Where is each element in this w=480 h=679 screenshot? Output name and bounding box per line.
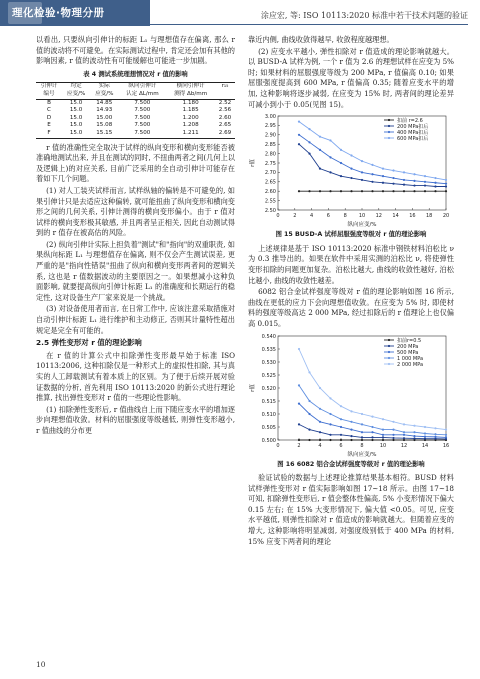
table-cell: 1.180 [182, 99, 199, 106]
data-point [319, 438, 321, 440]
legend-marker [388, 119, 390, 121]
table-header-cell: r₁₅ [215, 83, 235, 91]
data-point [445, 186, 447, 188]
data-point [361, 438, 363, 440]
data-point [329, 438, 331, 440]
data-point [371, 415, 373, 417]
data-point [329, 423, 331, 425]
data-point [403, 190, 405, 192]
legend-marker [388, 356, 390, 358]
y-tick-label: 2.75 [264, 160, 276, 167]
data-point [371, 425, 373, 427]
table-cell: 7.500 [118, 130, 166, 138]
y-tick-label: 0.525 [261, 372, 276, 379]
y-tick-label: 2.55 [264, 198, 276, 205]
legend-marker [388, 137, 390, 139]
data-point [319, 386, 321, 388]
paragraph: (3) 对设备使用者而言, 在日常工作中, 应该注意采取措施对自动引伸计标距 L₁ 进行维护和主动修正, 否则其计量特性超出规定是完全有可能的。 [36, 304, 235, 335]
data-point [445, 428, 447, 430]
data-point [308, 399, 310, 401]
data-point [319, 431, 321, 433]
x-tick-label: 8 [343, 213, 347, 220]
data-point [371, 173, 373, 175]
data-point [413, 424, 415, 426]
data-point [371, 436, 373, 438]
data-point [424, 181, 426, 183]
data-point [340, 438, 342, 440]
data-point [392, 428, 394, 430]
data-point [308, 141, 310, 143]
table-header-row [36, 83, 235, 91]
data-point [445, 179, 447, 181]
data-point [350, 168, 352, 170]
x-tick-label: 16 [409, 213, 416, 220]
data-point [319, 149, 321, 151]
data-point [434, 427, 436, 429]
data-point [319, 420, 321, 422]
table-row [36, 107, 235, 115]
data-point [403, 433, 405, 435]
data-point [445, 190, 447, 192]
data-point [392, 170, 394, 172]
data-point [371, 190, 373, 192]
data-point [361, 160, 363, 162]
x-tick-label: 0 [276, 213, 280, 220]
table-cell: 15.00 [96, 114, 113, 121]
x-tick-label: 14 [421, 442, 429, 449]
legend-marker [388, 338, 390, 340]
data-point [361, 436, 363, 438]
y-tick-label: 0.505 [261, 424, 276, 431]
data-point [350, 438, 352, 440]
data-point [308, 438, 310, 440]
x-tick-label: 20 [442, 213, 450, 220]
data-point [392, 190, 394, 192]
data-point [424, 432, 426, 434]
figure-15-chart [248, 112, 454, 228]
page-header [0, 0, 480, 30]
legend-label: 600 MPa扣后 [397, 135, 429, 142]
table-cell: E [47, 122, 51, 129]
y-tick-label: 2.50 [264, 207, 276, 214]
data-point [319, 407, 321, 409]
x-tick-label: 8 [360, 442, 364, 449]
x-tick-label: 4 [310, 213, 314, 220]
table-row [36, 130, 235, 138]
legend-marker [388, 344, 390, 346]
data-point [308, 153, 310, 155]
data-point [413, 431, 415, 433]
paragraph: (1) 扣除弹性变形后, r 值曲线自上而下随应变水平的增加逐步向理想值收敛。材料的屈服强度等级越低, 则弹性变形越小, r 值曲线的分布更 [36, 404, 235, 435]
data-point [308, 128, 310, 130]
legend-marker [388, 125, 390, 127]
paragraph: 靠近内侧, 曲线收敛得越早, 收敛程度越理想。 [248, 35, 394, 44]
table-cell: 2.69 [215, 130, 235, 138]
table-cell: 1.200 [182, 114, 199, 121]
x-tick-label: 4 [318, 442, 322, 449]
legend-label: 200 MPa扣后 [397, 123, 429, 130]
table-cell: 2.56 [218, 107, 232, 114]
x-axis-label: 纵向应变/% [347, 451, 377, 458]
y-tick-label: 2.70 [264, 170, 276, 177]
journal-banner [0, 0, 150, 26]
data-point [382, 182, 384, 184]
data-point [413, 437, 415, 439]
table-header-cell: 测得 Δb/mm [166, 91, 215, 99]
data-point [350, 428, 352, 430]
data-point [329, 190, 331, 192]
data-point [308, 412, 310, 414]
data-point [434, 177, 436, 179]
data-point [340, 433, 342, 435]
data-point [329, 171, 331, 173]
data-point [382, 418, 384, 420]
figure-16 [248, 332, 454, 458]
table-cell: 15.0 [69, 107, 83, 114]
data-point [392, 183, 394, 185]
data-point [329, 412, 331, 414]
table-cell: 7.500 [134, 99, 151, 106]
data-point [382, 438, 384, 440]
table-cell: 2.60 [218, 114, 232, 121]
data-point [308, 190, 310, 192]
data-point [392, 436, 394, 438]
table-cell: F [36, 130, 62, 138]
data-point [424, 190, 426, 192]
y-tick-label: 2.95 [264, 123, 276, 130]
paragraph: 验证试验的数据与上述理论推算结果基本相符。BUSD 材料试样弹性变形对 r 值实际影响如图 17~18 所示。由图 17~18 可知, 扣除弹性变形后, r 值会整体性偏高, 5% 小变形情况下偏大 0.15 左右; 在 15% 大变形情况下, 偏大值 <0.05。可见, 应变水平越低, 则弹性扣除对 r 值造成的影响就越大。但随着应变的增大, 这种影响将明显减弱, 对强度级别低于 400 MPa 的材料, 15% 应变下两者间的理论 [248, 473, 454, 546]
data-point [361, 179, 363, 181]
data-point [382, 436, 384, 438]
paragraph: 上述规律是基于 ISO 10113:2020 标准中钢铁材料泊松比 ν 为 0.3 推导出的。如果在软件中采用实测的泊松比 ν, 将使弹性变形扣除的问题更加复杂。泊松比越大, 曲线的收敛性越好, 泊松比越小, 曲线的收敛性越差。 [248, 243, 454, 285]
y-tick-label: 0.535 [261, 346, 276, 353]
paragraph: 6082 铝合金试样强度等级对 r 值的理论影响如图 16 所示, 曲线在更低的应力下会向理想值收敛。在应变为 5% 时, 即使材料的强度等级高达 2 000 MPa, 经过扣除后的 r 值理论上也仅偏高 0.015。 [248, 287, 454, 328]
table-cell: 15.0 [69, 122, 83, 129]
y-axis-label: r值 [250, 383, 256, 392]
table-cell: 15.08 [96, 122, 113, 129]
table-4 [36, 82, 235, 138]
figure-caption: 图 15 BUSD-A 试样屈服强度等级对 r 值的理论影响 [275, 231, 427, 239]
journal-title: 理化检验·物理分册 [12, 7, 105, 19]
data-point [424, 425, 426, 427]
data-point [350, 155, 352, 157]
x-axis-label: 纵向应变/% [347, 222, 377, 229]
y-tick-label: 0.500 [261, 437, 276, 444]
y-tick-label: 2.90 [264, 132, 276, 139]
y-axis-label: r值 [250, 159, 256, 168]
data-point [329, 397, 331, 399]
figure-caption: 图 16 6082 铝合金试样强度等级对 r 值的理论影响 [277, 460, 425, 468]
data-point [413, 190, 415, 192]
x-tick-label: 16 [442, 442, 450, 449]
data-point [340, 149, 342, 151]
legend-label: 1 000 MPa [397, 355, 424, 362]
data-point [329, 156, 331, 158]
data-point [340, 418, 342, 420]
data-point [403, 179, 405, 181]
table-header-row [36, 91, 235, 99]
data-point [413, 435, 415, 437]
table-cell: 1.211 [166, 130, 215, 138]
table-cell: 7.500 [134, 122, 151, 129]
table-header-cell: 应变/% [90, 91, 118, 99]
data-point [424, 185, 426, 187]
x-tick-label: 10 [379, 442, 387, 449]
page-number: 10 [36, 660, 46, 669]
data-point [413, 173, 415, 175]
data-point [298, 121, 300, 123]
data-point [308, 371, 310, 373]
data-point [340, 425, 342, 427]
y-tick-label: 2.65 [264, 179, 276, 186]
data-point [361, 431, 363, 433]
table-cell: 15.0 [69, 114, 83, 121]
table-header-cell: 实际 [90, 83, 118, 91]
data-point [308, 428, 310, 430]
table-row [36, 115, 235, 123]
legend-label: 200 MPa [397, 343, 419, 350]
data-point [403, 171, 405, 173]
data-point [382, 190, 384, 192]
y-tick-label: 3.00 [264, 113, 276, 120]
data-point [371, 438, 373, 440]
table-header-cell: 纵向引伸计 [118, 83, 166, 91]
table-header-cell: 横向引伸计 [166, 83, 215, 91]
section-heading: 2.5 弹性变形对 r 值的理论影响 [36, 338, 142, 348]
table-cell: 15.15 [90, 130, 118, 138]
x-tick-label: 6 [339, 442, 343, 449]
legend-label: 2 000 MPa [397, 361, 424, 368]
table-cell: 2.52 [218, 99, 232, 106]
table-cell: 7.500 [134, 114, 151, 121]
y-tick-label: 0.510 [261, 411, 276, 418]
y-tick-label: 0.520 [261, 385, 276, 392]
data-point [392, 438, 394, 440]
left-column [36, 35, 235, 438]
table-cell: 14.85 [96, 99, 113, 106]
data-point [434, 182, 436, 184]
data-point [298, 347, 300, 349]
table-header-cell [215, 91, 235, 99]
data-point [361, 190, 363, 192]
data-point [445, 183, 447, 185]
table-header-cell: 引伸计 [36, 83, 62, 91]
data-point [392, 177, 394, 179]
table-cell: 14.93 [96, 107, 113, 114]
y-tick-label: 0.530 [261, 359, 276, 366]
data-point [361, 171, 363, 173]
legend-label: 500 MPa [397, 349, 419, 356]
x-tick-label: 14 [392, 213, 399, 220]
table-cell: 1.185 [182, 107, 199, 114]
data-point [403, 437, 405, 439]
data-point [382, 428, 384, 430]
data-point [424, 175, 426, 177]
paragraph: 在 r 值的计算公式中扣除弹性变形最早始于标准 ISO 10113:2006, 这种扣除仅是一种形式上的虚拟性扣除, 其与真实的人工卸载测试有着本质上的区别。为了便于后续开展对验证数据的分析, 首先利用 ISO 10113:2020 的新公式进行理论推算, 找出弹性变形对 r 值的一些理论性影响。 [36, 350, 235, 403]
y-tick-label: 0.540 [261, 333, 276, 340]
x-tick-label: 10 [358, 213, 366, 220]
table-row [36, 122, 235, 130]
table-cell: 15.0 [62, 130, 90, 138]
data-point [382, 168, 384, 170]
data-point [298, 423, 300, 425]
data-point [445, 433, 447, 435]
data-point [382, 433, 384, 435]
running-title: 涂应宏, 等: ISO 10113:2020 标准中若干技术问题的验证 [260, 11, 468, 20]
data-point [340, 190, 342, 192]
data-point [329, 433, 331, 435]
y-tick-label: 2.85 [264, 142, 276, 149]
data-point [403, 423, 405, 425]
data-point [445, 436, 447, 438]
table-cell: B [47, 99, 51, 106]
legend-marker [388, 131, 390, 133]
data-point [361, 423, 363, 425]
data-point [329, 139, 331, 141]
data-point [434, 433, 436, 435]
x-tick-label: 0 [276, 442, 280, 449]
data-point [319, 190, 321, 192]
x-tick-label: 12 [400, 442, 408, 449]
x-tick-label: 2 [297, 442, 301, 449]
table-cell: C [47, 107, 51, 114]
data-point [361, 412, 363, 414]
data-point [413, 185, 415, 187]
data-point [371, 164, 373, 166]
data-point [350, 190, 352, 192]
legend-label: 扣前 r=2.6 [397, 117, 423, 124]
table-header-cell: 应变/% [62, 91, 90, 99]
data-point [392, 420, 394, 422]
x-tick-label: 2 [293, 213, 297, 220]
data-point [298, 402, 300, 404]
figure-15 [248, 112, 454, 228]
data-point [340, 405, 342, 407]
data-point [298, 438, 300, 440]
y-tick-label: 0.515 [261, 398, 276, 405]
table-row [36, 99, 235, 107]
table-cell: 2.65 [218, 122, 232, 129]
x-tick-label: 12 [375, 213, 382, 220]
data-point [434, 190, 436, 192]
data-point [298, 384, 300, 386]
data-point [319, 168, 321, 170]
x-tick-label: 18 [426, 213, 433, 220]
data-point [403, 184, 405, 186]
table-header-cell: 编号 [36, 91, 62, 99]
data-point [298, 190, 300, 192]
y-tick-label: 2.80 [264, 151, 276, 158]
table-cell: 7.500 [134, 107, 151, 114]
data-point [424, 435, 426, 437]
data-point [319, 136, 321, 138]
data-point [392, 433, 394, 435]
data-point [350, 435, 352, 437]
table-header-cell: 认定 ΔL/mm [118, 91, 166, 99]
paragraph: r 值的准确性完全取决于试样的纵向变形和横向变形能否被准确地测试出来, 并且在测试的同时, 不扭曲两者之间(几何上以及逻辑上)的对应关系, 目前广泛采用的全自动引伸计可能存在着如下几个问题。 [36, 142, 235, 184]
legend-marker [388, 362, 390, 364]
paragraph: (2) 应变水平越小, 弹性扣除对 r 值造成的理论影响就越大。以 BUSD-A 试样为例, 一个 r 值为 2.6 的理想试样在应变为 5% 时; 如果材料的屈服强度等级为 200 MPa, r 值偏高 0.10; 如果屈服强度提高到 600 MPa, r 值偏高 0.35; 随着应变水平的增加, 这种影响将逐步减弱, 在应变为 15% 时, 两者间的理论差异可减小到小于 0.05(见图 15)。 [248, 46, 454, 109]
data-point [350, 410, 352, 412]
figure-16-chart [248, 332, 454, 458]
table-header-cell: 均定 [62, 83, 90, 91]
data-point [340, 175, 342, 177]
table-caption: 表 4 测试系统理想情况对 r 值的影响 [83, 70, 188, 78]
legend-marker [388, 350, 390, 352]
table-cell: 1.208 [182, 122, 199, 129]
paragraph: 以看出, 只要纵向引伸计的标距 L₁ 与理想值存在偏离, 那么 r 值的波动将不可避免。在实际测试过程中, 肯定还会加有其他的影响因素, r 值的波动性有可能缓解也可能进一步加剧。 [36, 35, 235, 66]
data-point [434, 435, 436, 437]
data-point [340, 162, 342, 164]
data-point [424, 437, 426, 439]
legend-label: 扣前r=0.5 [397, 337, 422, 344]
data-point [298, 134, 300, 136]
right-column [248, 35, 454, 548]
y-tick-label: 2.60 [264, 189, 276, 196]
data-point [371, 431, 373, 433]
data-point [350, 420, 352, 422]
legend-label: 400 MPa扣后 [397, 129, 429, 136]
data-point [413, 180, 415, 182]
paragraph: (2) 纵向引伸计实际上担负着"测试"和"指向"的双重职责, 如果纵向标距 L₁ 与理想值存在偏离, 则不仅会产生测试误差, 更严重的是"指向性错误"扭曲了纵向和横向变形两者间的逻辑关系, 这也是 r 值数据波动的主要原因之一。如果想减小这种负面影响, 就要提高纵向引伸计标距 L₁ 的准确度和长期运行的稳定性, 这对设备生产厂家来说是一个挑战。 [36, 239, 235, 302]
header-rule [150, 24, 468, 25]
data-point [434, 186, 436, 188]
table-cell: 15.0 [69, 99, 83, 106]
table-cell: D [46, 114, 52, 121]
data-point [371, 181, 373, 183]
data-point [382, 175, 384, 177]
x-tick-label: 6 [326, 213, 330, 220]
data-point [298, 143, 300, 145]
data-point [350, 177, 352, 179]
data-point [403, 431, 405, 433]
paragraph: (1) 对人工装夹试样而言, 试样纵轴的偏转是不可避免的, 如果引伸计只是去适应这种偏转, 就可能扭曲了纵向变形和横向变形之间的几何关系, 引伸计测得的横向变形偏小。由于 r 值对试样的横向变形极其敏感, 并且两者呈正相关, 因此自动测试得到的 r 值存在被高估的风险。 [36, 185, 235, 238]
